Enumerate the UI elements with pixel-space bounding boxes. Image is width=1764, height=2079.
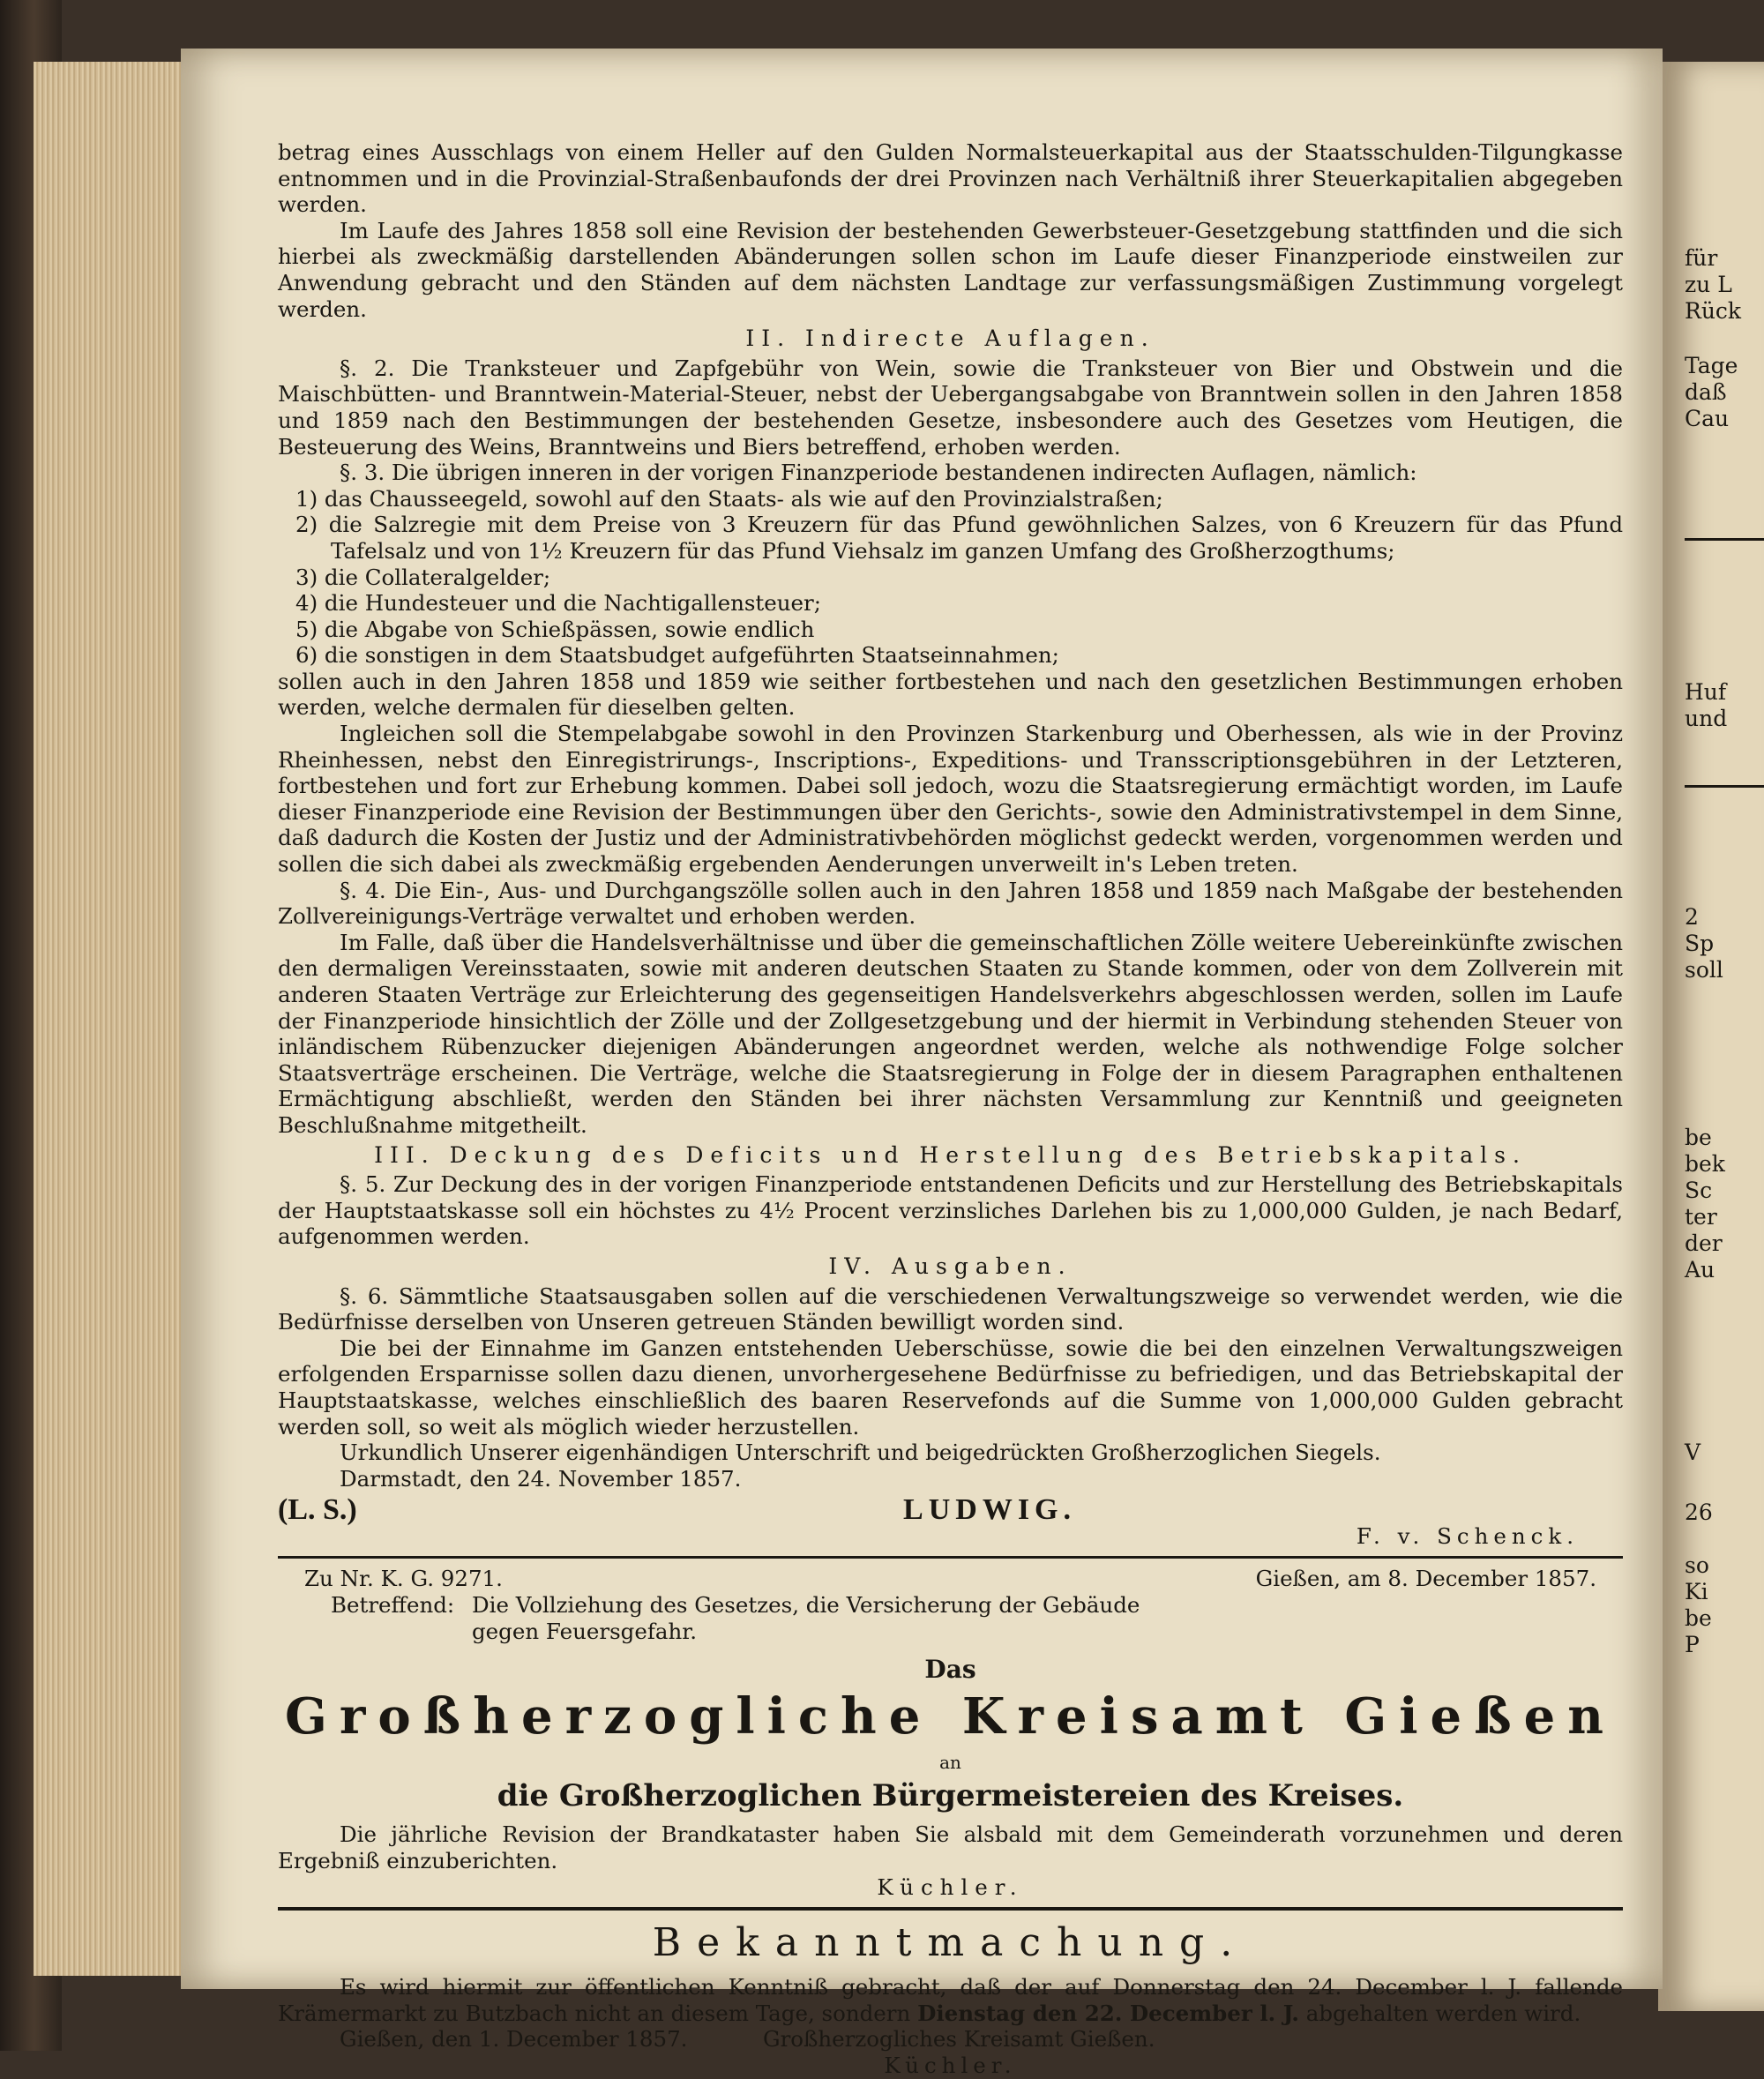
- section-heading: III. Deckung des Deficits und Herstellung des Betriebskapitals.: [374, 1141, 1527, 1168]
- intro-paragraph: betrag eines Ausschlags von einem Heller auf den Gulden Normalsteuerkapital aus der Staatsschulden-Tilgungkasse entnommen und in die Provinzial-Straßenbaufonds der drei Provinzen nach Verhältniß ihrer Steuerkapitalien abgegeben werden.: [278, 139, 1623, 218]
- next-page-fragment: für: [1685, 245, 1718, 271]
- list-item: 2) die Salzregie mit dem Preise von 3 Kreuzern für das Pfund gewöhnlichen Salzes, von 6 Kreuzern für das Pfund Tafelsalz und von 1½ Kreuzern für das Pfund Viehsalz im ganzen Umfang des Großherzogthums;: [295, 512, 1623, 564]
- paragraph-5: §. 5. Zur Deckung des in der vorigen Finanzperiode entstandenen Deficits und zur Herstellung des Betriebskapitals der Hauptstaatskasse soll ein höchstes zu 4½ Procent verzinsliches Darlehen bis zu 1,000,000 Gulden, je nach Bedarf, aufgenommen werden.: [278, 1171, 1623, 1250]
- next-page-margin: [1658, 62, 1764, 2011]
- signature-row: [278, 1493, 1623, 1527]
- page-content: [278, 139, 1623, 2079]
- list-item: 1) das Chausseegeld, sowohl auf den Staats- als wie auf den Provinzialstraßen;: [295, 485, 1163, 512]
- next-page-rule: [1685, 785, 1764, 788]
- next-page-rule: [1685, 538, 1764, 541]
- next-page-fragment: 26: [1685, 1499, 1713, 1525]
- paragraph-3: §. 3. Die übrigen inneren in der vorigen Finanzperiode bestandenen indirecten Auflagen, nämlich:: [340, 460, 1417, 486]
- list-item: 6) die sonstigen in dem Staatsbudget aufgeführten Staatseinnahmen;: [295, 642, 1059, 669]
- stamp-paragraph: Ingleichen soll die Stempelabgabe sowohl in den Provinzen Starkenburg und Oberhessen, als wie in der Provinz Rheinhessen, nebst den Einregistrirungs-, Inscriptions-, Expeditions- und Transscriptionsgebühren in der Letzteren, fortbestehen und fort zur Erhebung kommen. Dabei soll jedoch, wozu die Staatsregierung ermächtigt worden, im Laufe dieser Finanzperiode eine Revision der Bestimmungen über den Gerichts-, sowie den Administrativstempel in dem Sinne, daß dadurch die Kosten der Justiz und der Administrativbehörden möglichst gedeckt werden, vorgenommen werden und sollen die sich dabei als zweckmäßig ergebenden Aenderungen unverweilt in's Leben treten.: [278, 721, 1623, 878]
- notice-header: [278, 1566, 1623, 1592]
- list-item: 4) die Hundesteuer und die Nachtigallensteuer;: [295, 590, 822, 617]
- announcement-body-text: abgehalten werden wird.: [1305, 2000, 1581, 2026]
- paragraph-6: §. 6. Sämmtliche Staatsausgaben sollen auf die verschiedenen Verwaltungszweige so verwendet werden, wie die Bedürfnisse derselben von Unseren getreuen Ständen bewilligt worden sind.: [278, 1283, 1623, 1335]
- next-page-fragment: soll: [1685, 957, 1723, 983]
- next-page-fragment: Huf: [1685, 679, 1727, 705]
- next-page-fragment: 2: [1685, 904, 1699, 930]
- paragraph-4-continued: Im Falle, daß über die Handelsverhältnisse und über die gemeinschaftlichen Zölle weitere Uebereinkünfte zwischen den dermaligen Vereinsstaaten, sowie mit anderen deutschen Staaten zu Stande kommen, oder von dem Zollverein mit anderen Staaten Verträge zur Erleichterung des gegenseitigen Handelsverkehrs abgeschlossen werden, sollen im Laufe der Finanzperiode hinsichtlich der Zölle und der Zollgesetzgebung und der hiermit in Verbindung stehenden Steuer von inländischem Rübenzucker diejenigen Abänderungen angeordnet werden, welche als nothwendige Folge solcher Staatsverträge erscheinen. Die Verträge, welche die Staatsregierung in Folge der in diesem Paragraphen enthaltenen Ermächtigung abschließt, werden den Ständen bei ihrer nächsten Versammlung zur Kenntniß und geeigneten Beschlußnahme mitgetheilt.: [278, 929, 1623, 1138]
- notice-signer: Küchler.: [877, 1873, 1024, 1900]
- minister-signature: F. v. Schenck.: [1356, 1522, 1579, 1549]
- an-word: an: [939, 1751, 961, 1773]
- paragraph-4: §. 4. Die Ein-, Aus- und Durchgangszölle sollen auch in den Jahren 1858 und 1859 nach Maßgabe der bestehenden Zollvereinigungs-Verträge verwaltet und erhoben werden.: [278, 877, 1623, 930]
- section-heading: II. Indirecte Auflagen.: [745, 325, 1155, 352]
- announcement-body: [278, 1974, 1623, 2026]
- reference-number: Zu Nr. K. G. 9271.: [304, 1566, 503, 1592]
- next-page-fragment: be: [1685, 1605, 1712, 1631]
- next-page-fragment: bek: [1685, 1151, 1725, 1177]
- next-page-fragment: Au: [1685, 1257, 1715, 1283]
- paragraph-2: §. 2. Die Tranksteuer und Zapfgebühr von Wein, sowie die Tranksteuer von Bier und Obstwein und die Maischbütten- und Branntwein-Material-Steuer, nebst der Uebergangsabgabe von Branntwein sollen in den Jahren 1858 und 1859 nach den Bestimmungen der bestehenden Gesetze, insbesondere auch des Gesetzes vom Heutigen, die Besteuerung des Weins, Branntweins und Biers betreffend, erhoben werden.: [278, 355, 1623, 460]
- next-page-fragment: Rück: [1685, 298, 1742, 324]
- announcement-body-text: Es wird hiermit zur öffentlichen Kenntniß gebracht, daß der auf Donnerstag den 24. December l. J. fallende Krämermarkt zu Butzbach nicht an diesem Tage, sondern: [278, 1974, 1623, 2026]
- attestation: Urkundlich Unserer eigenhändigen Unterschrift und beigedrückten Großherzoglichen Siegels.: [340, 1440, 1381, 1466]
- seal-mark: (L. S.): [278, 1493, 357, 1527]
- section-heading: IV. Ausgaben.: [828, 1253, 1073, 1279]
- paragraph-6-continued: Die bei der Einnahme im Ganzen entstehenden Ueberschüsse, sowie die bei den einzelnen Verwaltungszweigen erfolgenden Ersparnisse sollen dazu dienen, unvorhergesehene Bedürfnisse zu befriedigen, und das Betriebskapital der Hauptstaatskasse, welches einschließlich des baaren Reservefonds auf die Summe von 1,000,000 Gulden gebracht werden soll, so weit als möglich wieder herzustellen.: [278, 1335, 1623, 1440]
- next-page-fragment: der: [1685, 1230, 1723, 1256]
- announcement-signer: Küchler.: [884, 2053, 1017, 2078]
- intro-paragraph: Im Laufe des Jahres 1858 soll eine Revision der bestehenden Gewerbsteuer-Gesetzgebung stattfinden und die sich hierbei als zweckmäßig darstellenden Abänderungen sollen schon im Laufe dieser Finanzperiode einstweilen zur Anwendung gebracht und den Ständen auf dem nächsten Landtage zur verfassungsmäßigen Zustimmung vorgelegt werden.: [278, 217, 1623, 322]
- next-page-fragment: und: [1685, 706, 1728, 731]
- addressee-heading: die Großherzoglichen Bürgermeistereien des Kreises.: [497, 1778, 1404, 1814]
- next-page-fragment: zu L: [1685, 272, 1732, 297]
- next-page-fragment: so: [1685, 1552, 1709, 1578]
- next-page-fragment: Cau: [1685, 406, 1730, 431]
- subject-text: Die Vollziehung des Gesetzes, die Versicherung der Gebäude gegen Feuersgefahr.: [472, 1592, 1140, 1644]
- next-page-fragment: daß: [1685, 379, 1727, 405]
- next-page-fragment: Sp: [1685, 931, 1715, 956]
- list-item: 3) die Collateralgelder;: [295, 564, 551, 590]
- page-stack-edge: [34, 62, 192, 1976]
- notice-body: Die jährliche Revision der Brandkataster haben Sie alsbald mit dem Gemeinderath vorzunehmen und deren Ergebniß einzuberichten.: [278, 1821, 1623, 1874]
- subject-block: [278, 1592, 1169, 1644]
- next-page-fragment: V: [1685, 1440, 1701, 1465]
- subject-label: Betreffend:: [331, 1592, 455, 1619]
- next-page-fragment: P: [1685, 1632, 1700, 1657]
- authority-heading: Großherzogliche Kreisamt Gießen: [285, 1686, 1616, 1746]
- announcement-date: Dienstag den 22. December l. J.: [917, 2000, 1299, 2026]
- next-page-fragment: Tage: [1685, 353, 1738, 378]
- announcement-authority: Großherzogliches Kreisamt Gießen.: [763, 2026, 1155, 2053]
- announcement-title: Bekanntmachung.: [652, 1920, 1249, 1966]
- divider: [278, 1556, 1623, 1559]
- list-item: 5) die Abgabe von Schießpässen, sowie endlich: [295, 616, 815, 642]
- announcement-place-date: Gießen, den 1. December 1857.: [340, 2026, 688, 2053]
- announcement-footer: [278, 2026, 1623, 2053]
- paragraph-3-continued: sollen auch in den Jahren 1858 und 1859 wie seither fortbestehen und nach den gesetzlichen Bestimmungen erhoben werden, welche dermalen für dieselben gelten.: [278, 668, 1623, 721]
- next-page-fragment: Ki: [1685, 1579, 1708, 1604]
- next-page-fragment: be: [1685, 1125, 1712, 1150]
- ruler-signature: LUDWIG.: [903, 1493, 1076, 1527]
- next-page-fragment: ter: [1685, 1204, 1717, 1230]
- next-page-fragment: Sc: [1685, 1178, 1713, 1203]
- divider: [278, 1907, 1623, 1911]
- place-date: Darmstadt, den 24. November 1857.: [340, 1465, 742, 1492]
- das-heading: Das: [924, 1655, 976, 1685]
- notice-place-date: Gießen, am 8. December 1857.: [1255, 1566, 1596, 1592]
